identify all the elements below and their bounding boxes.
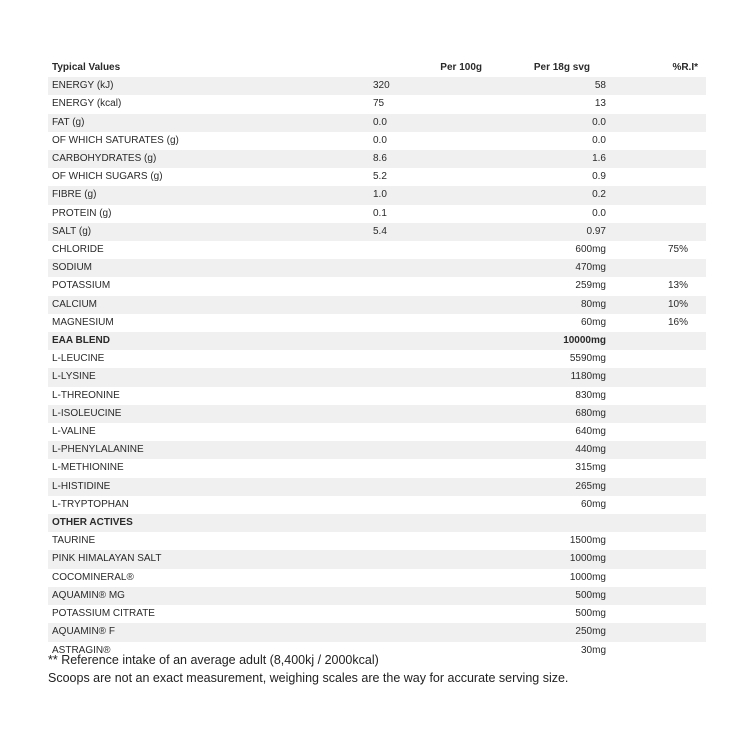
row-reference-intake: 75% (667, 244, 688, 256)
row-name: L-ISOLEUCINE (52, 407, 122, 419)
header-typical-values: Typical Values (52, 62, 121, 73)
row-per-serving: 1000mg (569, 571, 606, 583)
row-per-serving: 0.97 (586, 225, 606, 237)
row-name: FAT (g) (52, 116, 85, 128)
row-name: L-METHIONINE (52, 462, 124, 474)
table-row (48, 569, 706, 587)
row-per-serving: 0.0 (592, 207, 606, 219)
row-per-100g (368, 405, 488, 423)
table-row (48, 296, 706, 314)
row-per-serving: 60mg (580, 316, 606, 328)
row-per-serving: 1180mg (570, 371, 606, 383)
row-reference-intake (608, 587, 706, 605)
table-row (48, 132, 706, 150)
row-reference-intake (608, 405, 706, 423)
table-row (48, 368, 706, 386)
row-name: POTASSIUM CITRATE (52, 608, 155, 620)
row-per-serving: 0.2 (592, 189, 606, 201)
row-per-serving: 500mg (575, 608, 606, 620)
row-name: CHLORIDE (52, 244, 104, 256)
row-reference-intake (608, 441, 706, 459)
row-reference-intake (608, 114, 706, 132)
table-row (48, 314, 706, 332)
table-row (48, 277, 706, 295)
row-per-100g: 75 (373, 98, 385, 110)
row-reference-intake (608, 532, 706, 550)
row-per-100g: 1.0 (373, 189, 387, 201)
row-per-100g (368, 332, 488, 350)
row-reference-intake: 10% (667, 298, 688, 310)
row-reference-intake (608, 605, 706, 623)
row-per-100g (368, 314, 488, 332)
table-header-row (48, 59, 706, 77)
row-reference-intake (608, 259, 706, 277)
row-per-100g: 5.2 (373, 171, 387, 183)
row-reference-intake (608, 478, 706, 496)
row-per-serving: 1000mg (569, 553, 606, 565)
nutrition-table-panel (48, 59, 706, 660)
table-row (48, 350, 706, 368)
table-row (48, 587, 706, 605)
row-per-serving: 0.9 (592, 171, 606, 183)
scoop-disclaimer: Scoops are not an exact measurement, weighing scales are the way for accurate serving size. (48, 671, 569, 685)
row-per-100g (368, 296, 488, 314)
row-name: L-LYSINE (52, 371, 96, 383)
row-per-serving: 470mg (575, 262, 606, 274)
row-reference-intake (608, 550, 706, 568)
row-per-100g: 8.6 (373, 153, 387, 165)
row-reference-intake (608, 423, 706, 441)
row-name: OF WHICH SUGARS (g) (52, 171, 163, 183)
row-reference-intake (608, 205, 706, 223)
table-row (48, 168, 706, 186)
row-per-serving: 5590mg (569, 353, 606, 365)
row-name: EAA BLEND (52, 335, 110, 347)
row-per-serving: 60mg (580, 498, 606, 510)
table-row (48, 205, 706, 223)
row-per-100g (368, 550, 488, 568)
nutrition-table (48, 59, 706, 660)
row-per-serving: 500mg (575, 589, 606, 601)
row-per-100g (368, 368, 488, 386)
row-name: SODIUM (52, 262, 92, 274)
row-per-serving: 830mg (575, 389, 606, 401)
table-row (48, 496, 706, 514)
row-reference-intake: 13% (667, 280, 688, 292)
header-per-100g: Per 100g (440, 62, 482, 73)
row-name: CALCIUM (52, 298, 98, 310)
row-reference-intake (608, 95, 706, 113)
row-per-100g (368, 569, 488, 587)
row-per-serving: 315mg (575, 462, 606, 474)
table-body (48, 77, 706, 660)
row-per-100g (368, 350, 488, 368)
row-name: ASTRAGIN® (52, 644, 111, 656)
table-row (48, 114, 706, 132)
table-row (48, 387, 706, 405)
header-per-serving: Per 18g svg (533, 62, 590, 73)
row-per-100g: 0.0 (373, 134, 387, 146)
reference-intake-note: ** Reference intake of an average adult (8,400kj / 2000kcal) (48, 653, 379, 667)
row-reference-intake: 16% (667, 316, 688, 328)
row-per-serving: 600mg (575, 244, 606, 256)
row-reference-intake (608, 168, 706, 186)
row-per-serving: 10000mg (563, 335, 606, 347)
row-reference-intake (608, 186, 706, 204)
row-reference-intake (608, 332, 706, 350)
row-per-serving: 440mg (575, 444, 606, 456)
row-per-serving: 80mg (580, 298, 606, 310)
row-per-serving: 58 (594, 80, 606, 92)
row-per-serving: 0.0 (592, 116, 606, 128)
row-per-serving: 250mg (575, 626, 606, 638)
table-row (48, 478, 706, 496)
table-row (48, 186, 706, 204)
row-per-serving: 1500mg (569, 535, 606, 547)
row-name: L-PHENYLALANINE (52, 444, 144, 456)
row-reference-intake (608, 368, 706, 386)
row-name: CARBOHYDRATES (g) (52, 153, 157, 165)
row-per-100g (368, 587, 488, 605)
table-row (48, 95, 706, 113)
row-name: L-THREONINE (52, 389, 120, 401)
row-reference-intake (608, 514, 706, 532)
row-name: PINK HIMALAYAN SALT (52, 553, 162, 565)
row-per-serving: 0.0 (592, 134, 606, 146)
row-per-serving: 13 (594, 98, 606, 110)
row-per-100g (368, 478, 488, 496)
footer-notes (48, 651, 728, 687)
row-per-serving: 265mg (575, 480, 606, 492)
row-per-serving: 680mg (575, 407, 606, 419)
table-row (48, 405, 706, 423)
row-reference-intake (608, 132, 706, 150)
row-per-serving: 30mg (580, 644, 606, 656)
table-row (48, 605, 706, 623)
row-per-100g (368, 423, 488, 441)
row-name: L-TRYPTOPHAN (52, 498, 129, 510)
row-per-100g (368, 441, 488, 459)
row-name: COCOMINERAL® (52, 571, 134, 583)
row-per-100g (368, 241, 488, 259)
row-reference-intake (608, 623, 706, 641)
row-name: L-VALINE (52, 426, 96, 438)
row-name: ENERGY (kJ) (52, 80, 114, 92)
row-per-serving (488, 514, 608, 532)
table-row (48, 259, 706, 277)
row-name: SALT (g) (52, 225, 92, 237)
row-per-100g: 0.0 (373, 116, 387, 128)
row-per-100g (368, 459, 488, 477)
row-per-serving: 640mg (575, 426, 606, 438)
header-reference-intake: %R.I* (672, 62, 698, 73)
row-per-100g: 5.4 (373, 225, 387, 237)
table-row (48, 441, 706, 459)
row-name: FIBRE (g) (52, 189, 97, 201)
row-per-100g (368, 387, 488, 405)
row-name: L-LEUCINE (52, 353, 105, 365)
row-name: AQUAMIN® F (52, 626, 115, 638)
row-per-100g: 320 (373, 80, 390, 92)
table-row (48, 459, 706, 477)
table-row (48, 77, 706, 95)
row-name: TAURINE (52, 535, 96, 547)
table-row (48, 514, 706, 532)
row-reference-intake (608, 496, 706, 514)
row-per-100g (368, 259, 488, 277)
table-row (48, 223, 706, 241)
row-reference-intake (608, 459, 706, 477)
row-per-100g (368, 496, 488, 514)
row-name: PROTEIN (g) (52, 207, 112, 219)
table-row (48, 550, 706, 568)
row-per-100g (368, 514, 488, 532)
row-per-100g (368, 532, 488, 550)
table-row (48, 532, 706, 550)
row-per-serving: 1.6 (592, 153, 606, 165)
row-name: ENERGY (kcal) (52, 98, 122, 110)
row-name: MAGNESIUM (52, 316, 114, 328)
row-per-100g (368, 623, 488, 641)
row-reference-intake (608, 223, 706, 241)
row-name: OF WHICH SATURATES (g) (52, 134, 179, 146)
row-reference-intake (608, 150, 706, 168)
row-reference-intake (608, 569, 706, 587)
row-name: AQUAMIN® MG (52, 589, 125, 601)
row-reference-intake (608, 77, 706, 95)
row-per-100g: 0.1 (373, 207, 387, 219)
table-row (48, 423, 706, 441)
table-row (48, 150, 706, 168)
row-reference-intake (608, 350, 706, 368)
row-per-100g (368, 277, 488, 295)
table-row (48, 623, 706, 641)
row-name: OTHER ACTIVES (52, 517, 133, 529)
row-name: L-HISTIDINE (52, 480, 111, 492)
row-reference-intake (608, 387, 706, 405)
row-per-100g (368, 605, 488, 623)
row-per-serving: 259mg (575, 280, 606, 292)
table-row (48, 241, 706, 259)
row-name: POTASSIUM (52, 280, 111, 292)
table-row (48, 332, 706, 350)
